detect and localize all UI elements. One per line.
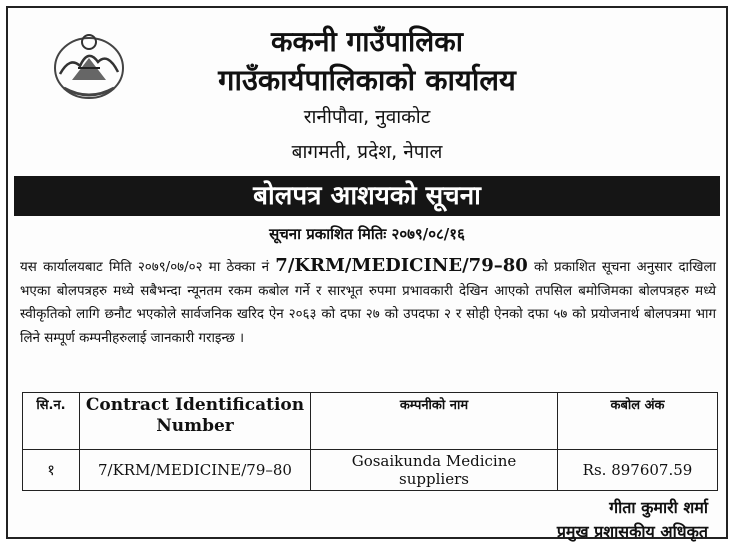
notice-title-banner: बोलपत्र आशयको सूचना xyxy=(14,176,720,216)
header-contract-id: Contract Identification Number xyxy=(80,393,311,450)
header-company-name: कम्पनीको नाम xyxy=(311,393,558,450)
notice-body xyxy=(20,254,716,350)
notice-document xyxy=(6,6,728,539)
cell-company-name: Gosaikunda Medicine suppliers xyxy=(311,450,558,491)
office-province: बागमती, प्रदेश, नेपाल xyxy=(291,141,443,163)
office-location: रानीपौवा, नुवाकोट xyxy=(303,106,431,128)
municipality-name: ककनी गाउँपालिका xyxy=(270,25,464,58)
cell-contract-id: 7/KRM/MEDICINE/79–80 xyxy=(80,450,311,491)
header-bid-amount: कबोल अंक xyxy=(558,393,718,450)
publication-date: सूचना प्रकाशित मितिः २०७९/०८/१६ xyxy=(269,225,465,243)
signatory-name: गीता कुमारी शर्मा xyxy=(609,498,708,517)
award-table xyxy=(22,392,718,491)
table-row xyxy=(23,450,718,491)
award-table-header xyxy=(23,393,718,450)
header-serial: सि.न. xyxy=(23,393,80,450)
signatory-designation: प्रमुख प्रशासकीय अधिकृत xyxy=(556,522,708,541)
body-text-part1: यस कार्यालयबाट मिति २०७९/०७/०२ मा ठेक्का नं xyxy=(20,260,276,275)
cell-serial: १ xyxy=(23,450,80,491)
contract-reference: 7/KRM/MEDICINE/79–80 xyxy=(275,255,528,276)
office-name: गाउँकार्यपालिकाको कार्यालय xyxy=(218,63,516,97)
body-text-part2: को प्रकाशित सूचना अनुसार दाखिला भएका बोलपत्रहरु मध्ये सबैभन्दा न्यूनतम रकम कबोल गर्ने र सारभूत रुपमा प्रभावकारी देखिन आएको तपसिल बमोजिमका बोलपत्रहरु मध्ये स्वीकृतिको लागि छनौट भएकोले सार्वजनिक खरिद ऐन २०६३ को दफा २७ को उपदफा २ र सोही ऐनको दफा ५७ को प्रयोजनार्थ बोलपत्रमा भाग लिने सम्पूर्ण कम्पनीहरुलाई जानकारी गराइन्छ । xyxy=(20,260,716,346)
cell-bid-amount: Rs. 897607.59 xyxy=(558,450,718,491)
